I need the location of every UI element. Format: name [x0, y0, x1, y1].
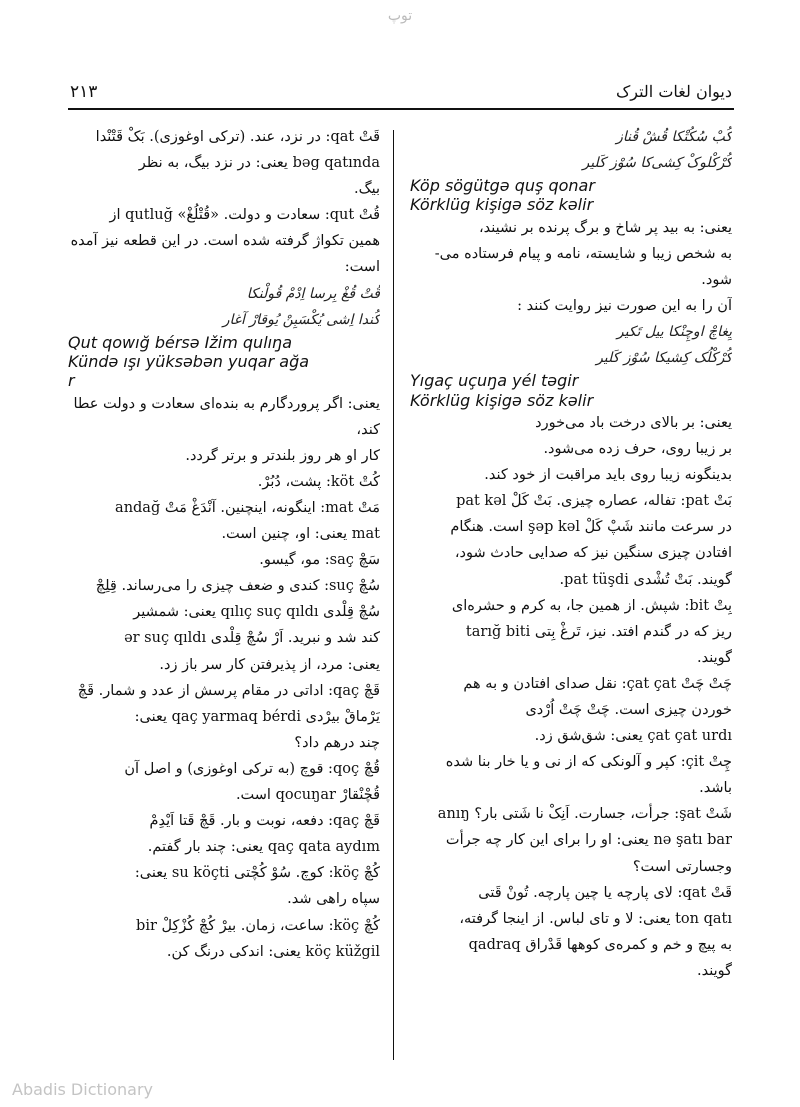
text-line: آن را به این صورت نیز روایت کنند : — [517, 298, 732, 315]
text-line: سپاه راهی شد. — [287, 891, 380, 908]
text-line: قُچْ qoç: قوچ (به ترکی اوغوزی) و اصل آن — [124, 760, 380, 777]
text-line: کُچْ köç: کوچ. سُوْ کُچْتی su köçti یعنی: — [134, 865, 380, 882]
transliteration-line: r — [68, 371, 75, 391]
text-line: سُچْ suç: کندی و ضعف چیزی را می‌رساند. قِلِچْ — [95, 578, 380, 595]
text-line: سَچْ saç: مو، گیسو. — [259, 552, 380, 569]
text-line: قُچْنْقارْ qocuŋar است. — [235, 787, 380, 804]
top-watermark-word: توپ — [387, 8, 413, 24]
text-line: خوردن چیزی است. چَتْ چَتْ اُرْدی — [525, 701, 732, 718]
verse-line: یِغاچْ اوچِنْکا ییل تَکیر — [616, 324, 732, 341]
text-line: چِتْ çit: کپر و آلونکی که از نی و یا خار بنا شده — [445, 754, 732, 771]
text-line: سُچْ قِلْدی qılıç suç qıldı یعنی: شمشیر — [133, 604, 380, 621]
text-line: بِتْ bit: شپش. از همین جا، به کرم و حشره‌ای — [451, 597, 732, 614]
text-line: قُتْ qut: سعادت و دولت. «قُتْلُغْ» qutluğ از — [109, 207, 380, 224]
text-line: همین تکواژ گرفته شده است. در این قطعه نیز آمده — [70, 233, 380, 250]
text-line: ریز که در گندم افتد. نیز، تَرغْ بِتی tarığ biti — [465, 623, 732, 640]
text-line: یَرْماقْ بیرْدی qaç yarmaq bérdi یعنی: — [134, 708, 380, 725]
text-line: کند شد و نبرید. اَرْ سُچْ قِلْدی ər suç qıldı — [124, 630, 380, 647]
text-line: مَتْ mat: اینگونه، اینچنین. آنْدَغْ مَتْ andağ — [115, 500, 380, 517]
text-line: بَتْ pat: تفاله، عصاره چیزی. بَتْ کَلْ pat kəl — [456, 493, 732, 510]
text-line: است: — [344, 259, 380, 276]
verse-line: کُرْکْلوکْ کِشی‌کا سُوْز کَلیر — [582, 155, 732, 172]
text-line: قَچْ qaç: اداتی در مقام پرسش از عدد و شمار. قَچْ — [77, 682, 380, 699]
text-line: کُچْ köç: ساعت، زمان. بیرْ کُچْ کُزْکِلْ bir — [136, 917, 380, 934]
text-line: شَتْ şat: جرأت، جسارت. اَنِکْ نا شَتی بار؟ anıŋ — [437, 806, 732, 823]
transliteration-line: Körklüg kişigə söz kəlir — [410, 195, 594, 215]
column-divider — [393, 130, 394, 1060]
text-line: قَچْ qaç: دفعه، نوبت و بار. قَچْ قَتا اَیْدِمْ — [149, 813, 380, 830]
text-line: کُتْ köt: پشت، دُبُرْ. — [257, 473, 380, 490]
text-line: قَتْ qat: لای پارچه یا چین پارچه. تُونْ قَتی — [478, 884, 732, 901]
transliteration-line: Kündə ışı yüksəbən yuqar ağa — [68, 352, 310, 372]
text-line: ton qatı یعنی: لا و تای لباس. از اینجا گرفته، — [459, 910, 732, 927]
verse-line: قُتْ قُغْ بِرسا اِدْمْ قُولْنکا — [246, 285, 380, 302]
text-line: köç küžgil یعنی: اندکی درنگ کن. — [166, 943, 380, 960]
text-line: چند درهم داد؟ — [294, 734, 380, 751]
text-line: یعنی: بر بالای درخت باد می‌خورد — [535, 414, 732, 431]
right-column — [410, 124, 732, 984]
transliteration-line: Qut qowığ bérsə Ižim qulıŋa — [68, 332, 293, 352]
verse-line: کُبْ سُکُتْکا قُشْ قُناز — [616, 129, 732, 145]
text-line: باشد. — [699, 780, 732, 797]
text-line: بیگ. — [354, 181, 380, 198]
site-watermark: Abadis Dictionary — [12, 1080, 153, 1099]
text-line: mat یعنی: او، چنین است. — [221, 526, 380, 543]
text-line: شود. — [701, 271, 732, 288]
text-line: بدینگونه زیبا روی باید مراقبت از خود کند. — [484, 467, 732, 484]
page-number: ۲۱۳ — [70, 82, 98, 102]
text-line: یعنی: مرد، از پذیرفتن کار سر باز زد. — [159, 656, 380, 673]
transliteration-line: Körklüg kişigə söz kəlir — [410, 390, 594, 410]
text-line: به شخص زیبا و شایسته، نامه و پیام فرستاده می- — [434, 245, 732, 262]
text-line: یعنی: به بید پر شاخ و برگ پرنده بر نشیند، — [479, 219, 732, 236]
transliteration-line: Köp sögütgə quş qonar — [410, 176, 595, 196]
header-rule — [68, 108, 734, 110]
text-line: çat çat urdı یعنی: شق‌شق زد. — [534, 728, 732, 745]
transliteration-line: Yıgaç uçuŋa yél təgir — [410, 371, 579, 391]
text-line: چَتْ چَتْ çat çat: نقل صدای افتادن و به هم — [463, 675, 732, 692]
text-line: گویند. — [696, 649, 732, 666]
verse-line: کُندا اِشی یُکْسَبِنْ یُوقارْ آغار — [222, 311, 380, 328]
text-line: گویند. بَتْ تُشْدی pat tüşdi. — [559, 571, 732, 588]
text-line: کند، — [356, 421, 380, 438]
text-line: قَتْ qat: در نزد، عند. (ترکی اوغوزی). بَکْ قَتْنْدا — [95, 129, 380, 145]
book-title: دیوان لغات الترک — [615, 82, 732, 101]
text-line: به پیچ و خم و کمره‌ی کوهها قَدْراق qadraq — [468, 936, 732, 953]
text-line: افتادن چیزی سنگین نیز که صدایی حادث شود، — [454, 545, 732, 562]
left-column — [68, 124, 380, 965]
text-line: nə şatı bar یعنی: او را برای این کار چه جرأت — [445, 832, 732, 849]
text-line: در سرعت مانند شَپْ کَلْ şəp kəl است. هنگام — [450, 519, 732, 536]
text-line: گویند. — [696, 962, 732, 979]
text-line: bəg qatında یعنی: در نزد بیگ، به نظر — [138, 155, 380, 172]
verse-line: کُرْکْلُک کِشیکا سُوْز کَلیر — [596, 350, 732, 367]
text-line: بر زیبا روی، حرف زده می‌شود. — [543, 441, 732, 458]
text-line: یعنی: اگر پروردگارم به بنده‌ای سعادت و دولت عطا — [73, 395, 380, 412]
text-line: qaç qata aydım یعنی: چند بار گفتم. — [147, 839, 380, 856]
text-line: وجسارتی است؟ — [632, 858, 732, 875]
text-line: کار او هر روز بلندتر و برتر گردد. — [185, 447, 380, 464]
page-header — [70, 82, 732, 106]
